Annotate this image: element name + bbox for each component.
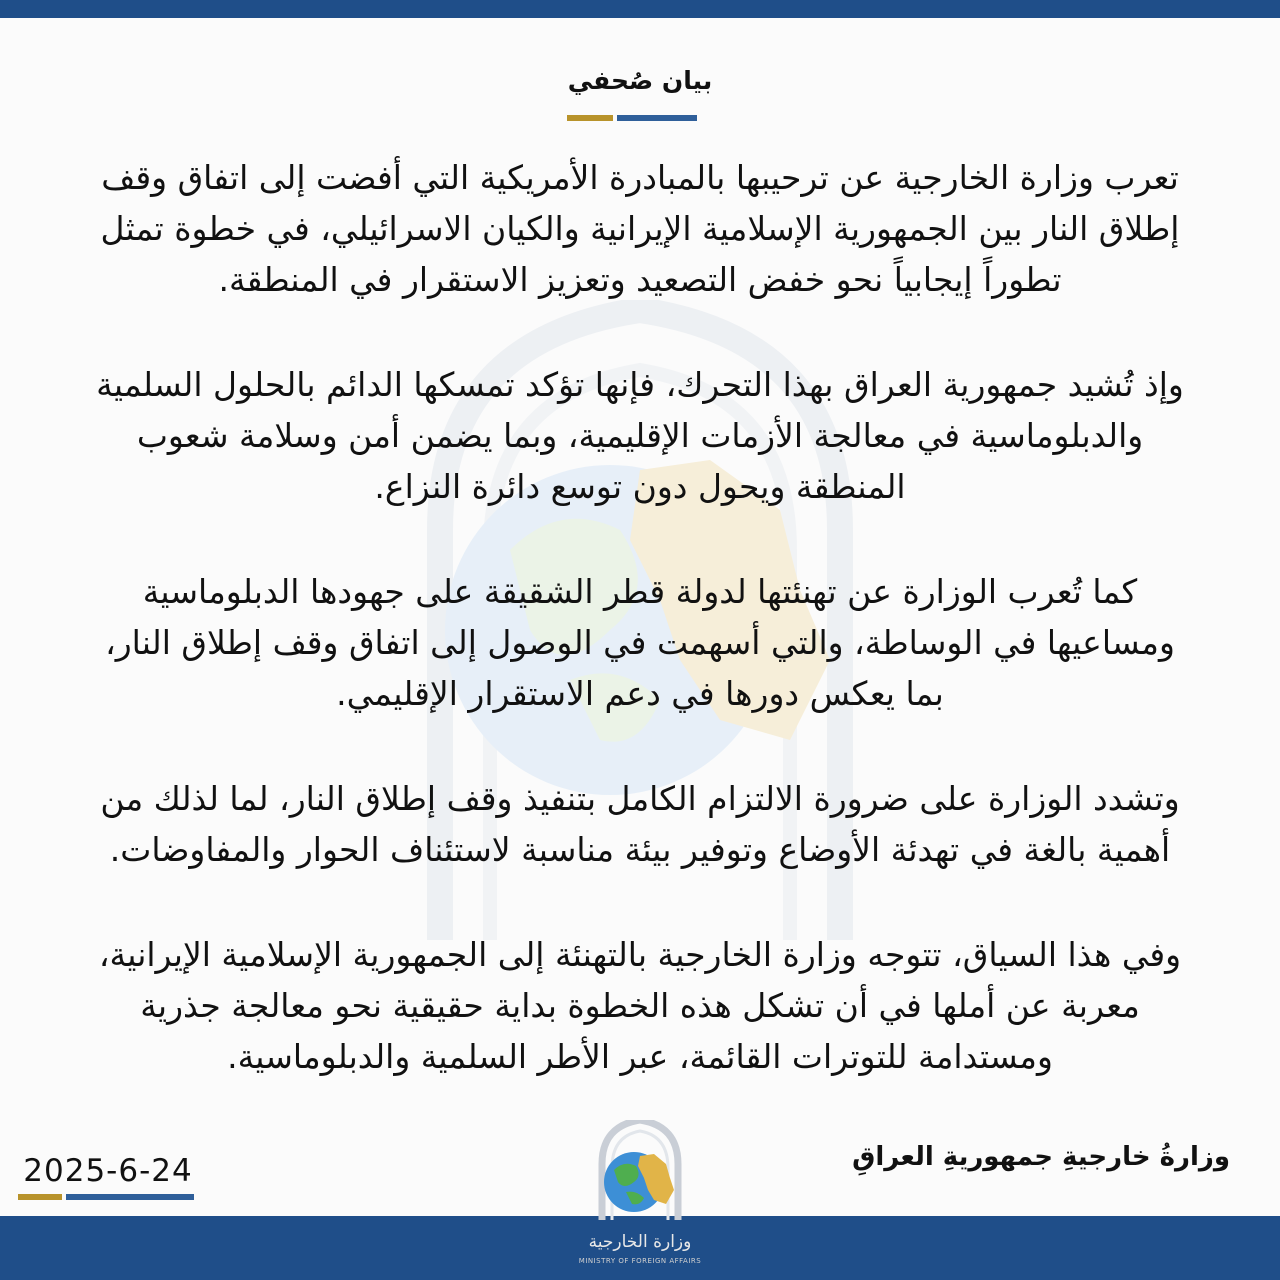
statement-paragraph-1: تعرب وزارة الخارجية عن ترحيبها بالمبادرة الأمريكية التي أفضت إلى اتفاق وقف إطلاق النار بين الجمهورية الإسلامية الإيرانية والكيان الاسرائيلي، في خطوة تمثل تطوراً إيجابياً نحو خفض التصعيد وتعزيز الاستقرار في المنطقة. — [100, 158, 1180, 299]
top-blue-bar — [0, 0, 1280, 18]
logo-label: وزارة الخارجية — [588, 1232, 692, 1252]
logo-sublabel: MINISTRY OF FOREIGN AFFAIRS — [578, 1257, 702, 1265]
statement-paragraph-2: وإذ تُشيد جمهورية العراق بهذا التحرك، فإنها تؤكد تمسكها الدائم بالحلول السلمية والدبلوماسية في معالجة الأزمات الإقليمية، وبما يضمن أمن وسلامة شعوب المنطقة ويحول دون توسع دائرة النزاع. — [96, 365, 1184, 506]
statement-body — [90, 152, 1190, 1136]
ministry-emblem-icon — [588, 1120, 692, 1220]
title-underline-blue — [617, 115, 697, 121]
statement-date: 2025-6-24 — [23, 1153, 193, 1189]
statement-paragraph-4: وتشدد الوزارة على ضرورة الالتزام الكامل بتنفيذ وقف إطلاق النار، لما لذلك من أهمية بالغة في تهدئة الأوضاع وتوفير بيئة مناسبة لاستئناف الحوار والمفاوضات. — [100, 779, 1180, 869]
ministry-signature: وزارةُ خارجيةِ جمهوريةِ العراقِ — [852, 1142, 1230, 1172]
date-underline-blue — [66, 1194, 194, 1200]
statement-paragraph-5: وفي هذا السياق، تتوجه وزارة الخارجية بالتهنئة إلى الجمهورية الإسلامية الإيرانية، معربة عن أملها في أن تشكل هذه الخطوة بداية حقيقية نحو معالجة جذرية ومستدامة للتوترات القائمة، عبر الأطر السلمية والدبلوماسية. — [98, 935, 1182, 1076]
title-underline-gold — [567, 115, 613, 121]
date-underline-gold — [18, 1194, 62, 1200]
statement-paragraph-3: كما تُعرب الوزارة عن تهنئتها لدولة قطر الشقيقة على جهودها الدبلوماسية ومساعيها في الوساطة، والتي أسهمت في الوصول إلى اتفاق وقف إطلاق النار، بما يعكس دورها في دعم الاستقرار الإقليمي. — [105, 572, 1175, 713]
statement-title: بيان صُحفي — [567, 66, 713, 95]
